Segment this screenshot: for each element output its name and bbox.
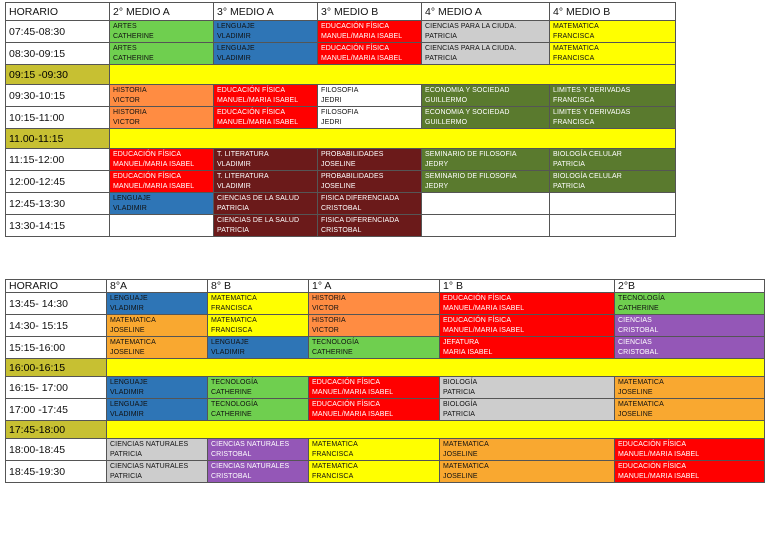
subject-label: CIENCIAS NATURALES (110, 441, 189, 448)
class-cell (615, 461, 765, 483)
subject-label: MATEMATICA (312, 441, 358, 448)
subject-label: LENGUAJE (113, 195, 151, 202)
header-horario: HORARIO (6, 280, 107, 293)
subject-label: T. LITERATURA (217, 173, 269, 180)
header-course: 3° MEDIO B (318, 3, 422, 21)
class-cell (110, 43, 214, 65)
teacher-label: GUILLERMO (425, 119, 468, 126)
subject-label: CIENCIAS PARA LA CIUDA. (425, 23, 517, 30)
header-course: 3° MEDIO A (214, 3, 318, 21)
class-cell (550, 21, 676, 43)
subject-label: LIMITES Y DERIVADAS (553, 109, 631, 116)
class-cell (422, 215, 550, 237)
schedule-row (6, 193, 676, 215)
header-course: 4° MEDIO A (422, 3, 550, 21)
subject-label: CIENCIAS (618, 339, 652, 346)
class-cell (309, 315, 440, 337)
teacher-label: VLADIMIR (110, 389, 144, 396)
schedule-row (6, 215, 676, 237)
time-slot: 13:30-14:15 (6, 215, 110, 237)
class-cell (422, 43, 550, 65)
teacher-label: PATRICIA (425, 55, 458, 62)
schedule-row (6, 293, 765, 315)
teacher-label: VLADIMIR (217, 183, 251, 190)
class-cell (309, 377, 440, 399)
teacher-label: CATHERINE (211, 389, 252, 396)
time-slot: 07:45-08:30 (6, 21, 110, 43)
schedule-row (6, 85, 676, 107)
time-slot: 14:30- 15:15 (6, 315, 107, 337)
teacher-label: VICTOR (312, 305, 339, 312)
teacher-label: CRISTOBAL (211, 451, 252, 458)
teacher-label: PATRICIA (217, 227, 250, 234)
schedule-row (6, 377, 765, 399)
class-cell (107, 315, 208, 337)
class-cell (318, 21, 422, 43)
class-cell (110, 149, 214, 171)
header-row (6, 280, 765, 293)
class-cell (208, 315, 309, 337)
class-cell (550, 149, 676, 171)
class-cell (309, 293, 440, 315)
teacher-label: FRANCISCA (312, 473, 354, 480)
teacher-label: CATHERINE (211, 411, 252, 418)
class-cell (422, 171, 550, 193)
teacher-label: VLADIMIR (110, 411, 144, 418)
subject-label: EDUCACIÓN FÍSICA (312, 401, 381, 408)
subject-label: MATEMATICA (618, 401, 664, 408)
subject-label: FILOSOFIA (321, 87, 359, 94)
subject-label: FISICA DIFERENCIADA (321, 217, 400, 224)
time-slot: 08:30-09:15 (6, 43, 110, 65)
subject-label: HISTORIA (312, 295, 346, 302)
teacher-label: VLADIMIR (110, 305, 144, 312)
class-cell (550, 43, 676, 65)
schedule-row (6, 149, 676, 171)
subject-label: ARTES (113, 45, 137, 52)
class-cell (110, 215, 214, 237)
teacher-label: VICTOR (113, 119, 140, 126)
schedule-row (6, 399, 765, 421)
time-slot: 10:15-11:00 (6, 107, 110, 129)
break-row (6, 359, 765, 377)
class-cell (214, 171, 318, 193)
schedule-table-afternoon (5, 279, 765, 483)
time-slot: 16:15- 17:00 (6, 377, 107, 399)
teacher-label: PATRICIA (553, 183, 586, 190)
teacher-label: CATHERINE (113, 33, 154, 40)
break-row (6, 129, 676, 149)
teacher-label: JEDRI (321, 97, 342, 104)
teacher-label: MANUEL/MARIA ISABEL (443, 327, 525, 334)
class-cell (615, 439, 765, 461)
teacher-label: CATHERINE (618, 305, 659, 312)
teacher-label: MANUEL/MARIA ISABEL (312, 389, 394, 396)
teacher-label: GUILLERMO (425, 97, 468, 104)
subject-label: EDUCACIÓN FÍSICA (443, 317, 512, 324)
subject-label: EDUCACIÓN FÍSICA (113, 173, 182, 180)
break-time: 17:45-18:00 (6, 421, 107, 439)
subject-label: BIOLOGÍA (443, 379, 478, 386)
subject-label: TECNOLOGÍA (312, 339, 359, 346)
subject-label: EDUCACIÓN FÍSICA (321, 45, 390, 52)
subject-label: EDUCACIÓN FÍSICA (312, 379, 381, 386)
teacher-label: PATRICIA (443, 389, 476, 396)
subject-label: FILOSOFIA (321, 109, 359, 116)
schedule-row (6, 315, 765, 337)
time-slot: 15:15-16:00 (6, 337, 107, 359)
class-cell (318, 43, 422, 65)
teacher-label: FRANCISCA (553, 97, 595, 104)
teacher-label: MANUEL/MARIA ISABEL (113, 161, 195, 168)
subject-label: LIMITES Y DERIVADAS (553, 87, 631, 94)
teacher-label: CATHERINE (113, 55, 154, 62)
class-cell (208, 439, 309, 461)
subject-label: MATEMATICA (110, 317, 156, 324)
break-row (6, 421, 765, 439)
class-cell (550, 215, 676, 237)
subject-label: T. LITERATURA (217, 151, 269, 158)
class-cell (110, 21, 214, 43)
subject-label: LENGUAJE (110, 379, 148, 386)
subject-label: EDUCACIÓN FÍSICA (217, 87, 286, 94)
teacher-label: MANUEL/MARIA ISABEL (321, 55, 403, 62)
teacher-label: FRANCISCA (312, 451, 354, 458)
teacher-label: PATRICIA (110, 451, 143, 458)
subject-label: MATEMATICA (443, 463, 489, 470)
time-slot: 17:00 -17:45 (6, 399, 107, 421)
class-cell (550, 193, 676, 215)
teacher-label: MANUEL/MARIA ISABEL (321, 33, 403, 40)
class-cell (214, 149, 318, 171)
break-row (6, 65, 676, 85)
teacher-label: MANUEL/MARIA ISABEL (217, 97, 299, 104)
subject-label: CIENCIAS NATURALES (211, 463, 290, 470)
teacher-label: MARIA ISABEL (443, 349, 493, 356)
subject-label: EDUCACIÓN FÍSICA (443, 295, 512, 302)
class-cell (440, 337, 615, 359)
teacher-label: VLADIMIR (217, 161, 251, 168)
teacher-label: MANUEL/MARIA ISABEL (618, 451, 700, 458)
class-cell (107, 439, 208, 461)
teacher-label: CRISTOBAL (211, 473, 252, 480)
class-cell (214, 107, 318, 129)
schedule-row (6, 43, 676, 65)
break-bar (110, 65, 676, 85)
class-cell (107, 337, 208, 359)
header-course: 2°B (615, 280, 765, 293)
class-cell (208, 461, 309, 483)
teacher-label: FRANCISCA (553, 119, 595, 126)
teacher-label: PATRICIA (425, 33, 458, 40)
teacher-label: PATRICIA (553, 161, 586, 168)
subject-label: ARTES (113, 23, 137, 30)
class-cell (440, 399, 615, 421)
class-cell (550, 107, 676, 129)
class-cell (615, 377, 765, 399)
teacher-label: FRANCISCA (553, 55, 595, 62)
class-cell (214, 193, 318, 215)
header-course: 4° MEDIO B (550, 3, 676, 21)
teacher-label: MANUEL/MARIA ISABEL (113, 183, 195, 190)
class-cell (208, 377, 309, 399)
teacher-label: VICTOR (113, 97, 140, 104)
teacher-label: JOSELINE (110, 349, 145, 356)
class-cell (422, 85, 550, 107)
schedule-row (6, 171, 676, 193)
class-cell (309, 337, 440, 359)
class-cell (318, 85, 422, 107)
teacher-label: CRISTOBAL (618, 327, 659, 334)
class-cell (309, 439, 440, 461)
break-bar (107, 421, 765, 439)
teacher-label: MANUEL/MARIA ISABEL (443, 305, 525, 312)
header-horario: HORARIO (6, 3, 110, 21)
class-cell (110, 193, 214, 215)
subject-label: EDUCACIÓN FÍSICA (618, 463, 687, 470)
subject-label: TECNOLOGÍA (211, 379, 258, 386)
header-course: 8° B (208, 280, 309, 293)
class-cell (208, 293, 309, 315)
class-cell (550, 171, 676, 193)
subject-label: SEMINARIO DE FILOSOFIA (425, 151, 517, 158)
class-cell (107, 293, 208, 315)
teacher-label: FRANCISCA (211, 327, 253, 334)
subject-label: BIOLOGÍA (443, 401, 478, 408)
class-cell (107, 461, 208, 483)
teacher-label: PATRICIA (443, 411, 476, 418)
subject-label: ECONOMIA Y SOCIEDAD (425, 87, 510, 94)
class-cell (318, 107, 422, 129)
schedule-row (6, 439, 765, 461)
subject-label: MATEMATICA (553, 45, 599, 52)
teacher-label: JEDRY (425, 161, 449, 168)
teacher-label: VICTOR (312, 327, 339, 334)
subject-label: LENGUAJE (211, 339, 249, 346)
teacher-label: VLADIMIR (211, 349, 245, 356)
class-cell (615, 293, 765, 315)
class-cell (309, 399, 440, 421)
class-cell (440, 315, 615, 337)
break-time: 11.00-11:15 (6, 129, 110, 149)
subject-label: MATEMATICA (110, 339, 156, 346)
subject-label: LENGUAJE (110, 401, 148, 408)
subject-label: FISICA DIFERENCIADA (321, 195, 400, 202)
class-cell (422, 107, 550, 129)
schedule-row (6, 461, 765, 483)
teacher-label: VLADIMIR (217, 55, 251, 62)
subject-label: TECNOLOGÍA (618, 295, 665, 302)
subject-label: BIOLOGÍA CELULAR (553, 151, 622, 158)
time-slot: 11:15-12:00 (6, 149, 110, 171)
break-time: 09:15 -09:30 (6, 65, 110, 85)
teacher-label: JEDRY (425, 183, 449, 190)
class-cell (214, 43, 318, 65)
break-bar (110, 129, 676, 149)
subject-label: HISTORIA (113, 109, 147, 116)
subject-label: MATEMATICA (312, 463, 358, 470)
class-cell (422, 149, 550, 171)
class-cell (214, 85, 318, 107)
time-slot: 18:45-19:30 (6, 461, 107, 483)
subject-label: CIENCIAS DE LA SALUD (217, 217, 300, 224)
header-course: 1° A (309, 280, 440, 293)
teacher-label: CRISTOBAL (321, 227, 362, 234)
class-cell (208, 337, 309, 359)
class-cell (110, 85, 214, 107)
subject-label: CIENCIAS PARA LA CIUDA. (425, 45, 517, 52)
teacher-label: JOSELINE (110, 327, 145, 334)
teacher-label: JOSELINE (443, 451, 478, 458)
schedule-row (6, 21, 676, 43)
class-cell (318, 193, 422, 215)
subject-label: EDUCACIÓN FÍSICA (217, 109, 286, 116)
class-cell (550, 85, 676, 107)
class-cell (107, 377, 208, 399)
subject-label: MATEMATICA (211, 317, 257, 324)
teacher-label: VLADIMIR (113, 205, 147, 212)
teacher-label: JOSELINE (443, 473, 478, 480)
subject-label: CIENCIAS DE LA SALUD (217, 195, 300, 202)
teacher-label: PATRICIA (217, 205, 250, 212)
subject-label: MATEMATICA (443, 441, 489, 448)
class-cell (110, 107, 214, 129)
subject-label: MATEMATICA (211, 295, 257, 302)
subject-label: SEMINARIO DE FILOSOFIA (425, 173, 517, 180)
class-cell (440, 377, 615, 399)
time-slot: 13:45- 14:30 (6, 293, 107, 315)
class-cell (318, 149, 422, 171)
subject-label: BIOLOGÍA CELULAR (553, 173, 622, 180)
teacher-label: MANUEL/MARIA ISABEL (312, 411, 394, 418)
class-cell (440, 439, 615, 461)
teacher-label: JOSELINE (618, 389, 653, 396)
time-slot: 09:30-10:15 (6, 85, 110, 107)
teacher-label: FRANCISCA (211, 305, 253, 312)
teacher-label: JOSELINE (618, 411, 653, 418)
teacher-label: JOSELINE (321, 183, 356, 190)
class-cell (214, 21, 318, 43)
class-cell (110, 171, 214, 193)
subject-label: EDUCACIÓN FÍSICA (113, 151, 182, 158)
class-cell (214, 215, 318, 237)
break-time: 16:00-16:15 (6, 359, 107, 377)
class-cell (615, 337, 765, 359)
teacher-label: JOSELINE (321, 161, 356, 168)
subject-label: EDUCACIÓN FÍSICA (321, 23, 390, 30)
subject-label: EDUCACIÓN FÍSICA (618, 441, 687, 448)
subject-label: CIENCIAS NATURALES (110, 463, 189, 470)
teacher-label: PATRICIA (110, 473, 143, 480)
header-course: 8°A (107, 280, 208, 293)
class-cell (615, 315, 765, 337)
teacher-label: FRANCISCA (553, 33, 595, 40)
header-course: 2° MEDIO A (110, 3, 214, 21)
header-course: 1° B (440, 280, 615, 293)
class-cell (107, 399, 208, 421)
class-cell (422, 21, 550, 43)
class-cell (309, 461, 440, 483)
class-cell (208, 399, 309, 421)
teacher-label: VLADIMIR (217, 33, 251, 40)
schedule-table-morning (5, 2, 676, 237)
teacher-label: CRISTOBAL (321, 205, 362, 212)
time-slot: 18:00-18:45 (6, 439, 107, 461)
subject-label: LENGUAJE (110, 295, 148, 302)
subject-label: MATEMATICA (553, 23, 599, 30)
break-bar (107, 359, 765, 377)
teacher-label: MANUEL/MARIA ISABEL (217, 119, 299, 126)
time-slot: 12:45-13:30 (6, 193, 110, 215)
subject-label: CIENCIAS NATURALES (211, 441, 290, 448)
subject-label: PROBABILIDADES (321, 173, 384, 180)
subject-label: PROBABILIDADES (321, 151, 384, 158)
class-cell (615, 399, 765, 421)
class-cell (422, 193, 550, 215)
subject-label: HISTORIA (312, 317, 346, 324)
subject-label: MATEMATICA (618, 379, 664, 386)
teacher-label: JEDRI (321, 119, 342, 126)
time-slot: 12:00-12:45 (6, 171, 110, 193)
subject-label: LENGUAJE (217, 23, 255, 30)
subject-label: HISTORIA (113, 87, 147, 94)
header-row (6, 3, 676, 21)
class-cell (440, 461, 615, 483)
class-cell (318, 171, 422, 193)
schedule-row (6, 107, 676, 129)
teacher-label: CATHERINE (312, 349, 353, 356)
teacher-label: CRISTOBAL (618, 349, 659, 356)
class-cell (440, 293, 615, 315)
schedule-row (6, 337, 765, 359)
subject-label: LENGUAJE (217, 45, 255, 52)
teacher-label: MANUEL/MARIA ISABEL (618, 473, 700, 480)
subject-label: ECONOMIA Y SOCIEDAD (425, 109, 510, 116)
subject-label: JEFATURA (443, 339, 480, 346)
subject-label: TECNOLOGÍA (211, 401, 258, 408)
subject-label: CIENCIAS (618, 317, 652, 324)
class-cell (318, 215, 422, 237)
